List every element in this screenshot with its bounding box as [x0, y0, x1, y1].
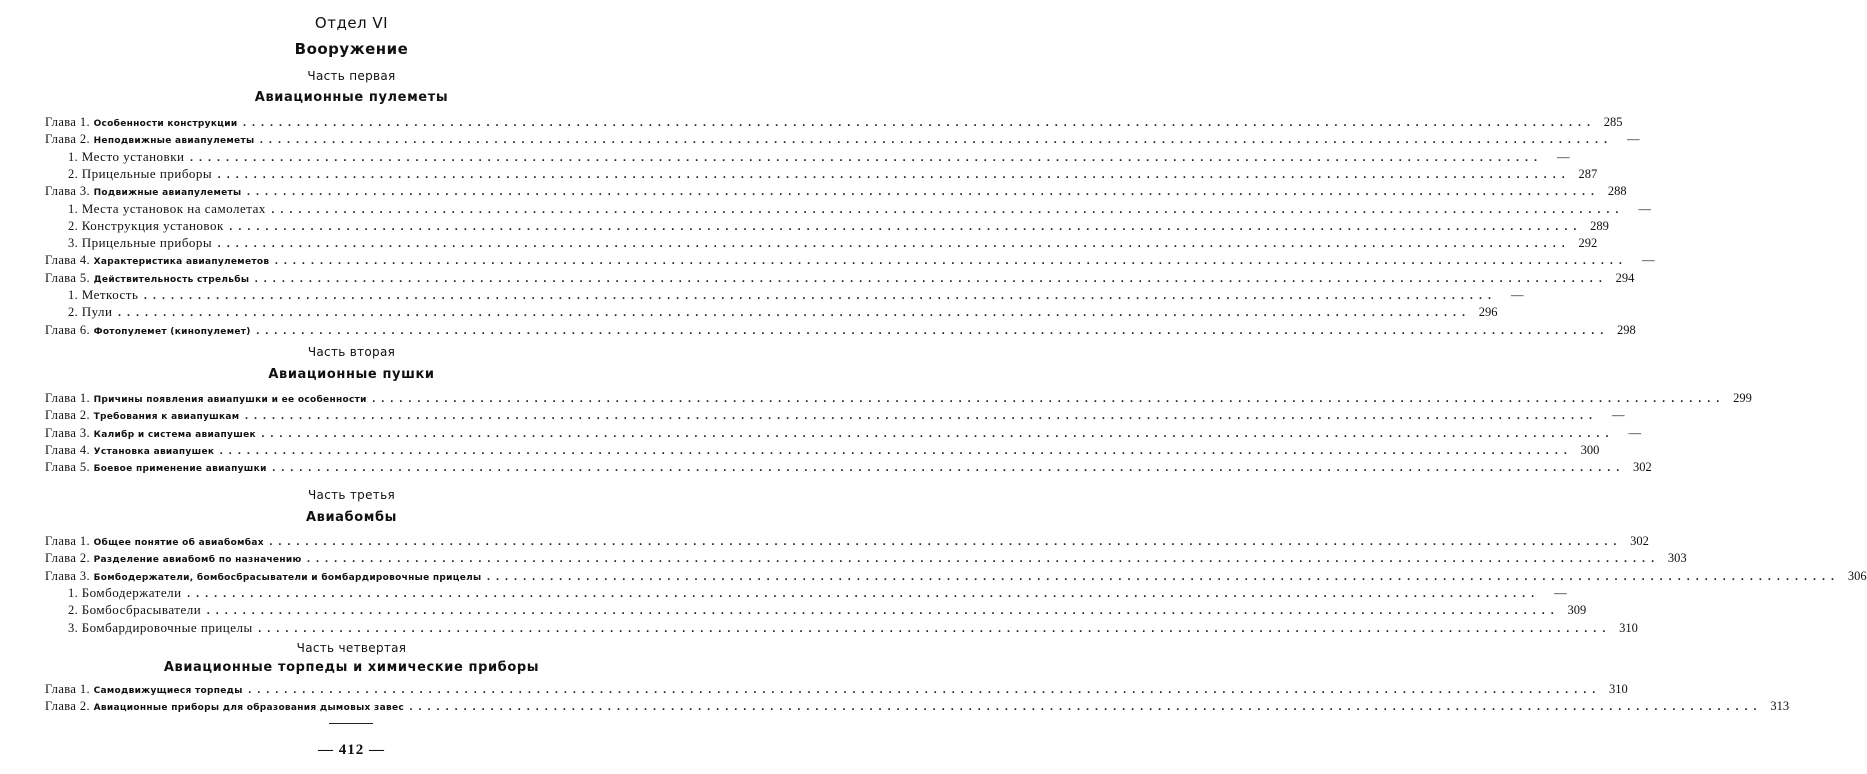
toc-entry [45, 532, 1649, 548]
toc-entry [45, 269, 1635, 285]
toc-entry-label [68, 286, 138, 304]
toc-entry-title: Места установок на самолетах [81, 200, 266, 216]
toc-page-number: 294 [1615, 270, 1635, 285]
toc-entry-title: Прицельные приборы [81, 165, 213, 181]
toc-chapter-number: 1. [68, 149, 82, 164]
leader-dots [258, 135, 1611, 146]
toc-entry-title: Общее понятие об авиабомбах [93, 538, 264, 548]
toc-entry-label [45, 680, 243, 698]
toc-entry-label [45, 406, 239, 424]
part-title-3: Авиабомбы [305, 510, 398, 525]
toc-chapter-number: 2. [68, 218, 82, 233]
toc-chapter-number: Глава 5. [45, 460, 94, 475]
toc-page-number: 309 [1567, 603, 1587, 618]
toc-entry-title: Требования к авиапушкам [93, 412, 240, 423]
toc-entry-title: Бомбардировочные прицелы [81, 619, 253, 635]
toc-page-number: 306 [1847, 568, 1867, 583]
toc-page-number: 310 [1609, 682, 1628, 696]
toc-entry [45, 321, 1636, 337]
leader-dots [247, 685, 1600, 696]
toc-entry-title: Действительность стрельбы [93, 274, 250, 285]
toc-page-number: — [1557, 149, 1570, 164]
toc-entry-title: Конструкция установок [81, 217, 224, 233]
toc-page-number: 302 [1630, 534, 1649, 548]
toc-page-number: — [1510, 288, 1524, 302]
leader-dots [116, 308, 1469, 319]
toc-entry-title: Фотопулемет (кинопулемет) [93, 326, 251, 337]
part-label-4: Часть четвертая [296, 641, 407, 655]
toc-entry-title: Установка авиапушек [93, 446, 215, 457]
toc-entry [45, 113, 1623, 129]
toc-entry-label [45, 130, 254, 148]
leader-dots [188, 153, 1541, 164]
toc-entry [68, 165, 1598, 181]
toc-entry-title: Бомбодержатели, бомбосбрасыватели и бомбардировочные прицелы [93, 572, 482, 583]
part-title-4: Авиационные торпеды и химические приборы [163, 660, 540, 675]
toc-entry-title: Место установки [81, 148, 185, 164]
leader-dots [205, 606, 1558, 617]
toc-entry-title: Боевое применение авиапушки [93, 464, 267, 475]
leader-dots [260, 429, 1613, 440]
leader-dots [216, 239, 1569, 250]
leader-dots [216, 170, 1569, 181]
toc-chapter-number: Глава 2. [45, 132, 94, 147]
toc-chapter-number: 3. [68, 620, 82, 635]
toc-entry-label [45, 549, 302, 567]
toc-chapter-number: Глава 1. [45, 682, 94, 696]
toc-page-number: — [1638, 201, 1651, 216]
leader-dots [255, 326, 1608, 337]
toc-entry [68, 619, 1638, 635]
toc-entry [45, 251, 1655, 268]
leader-dots [408, 702, 1761, 713]
toc-page-number: — [1612, 408, 1625, 423]
toc-entry-title: Прицельные приборы [81, 235, 213, 251]
toc-entry-label [45, 697, 404, 715]
toc-page-number: 296 [1478, 305, 1498, 320]
toc-entry-title: Пули [81, 304, 113, 320]
leader-dots [306, 554, 1659, 565]
toc-entry-label [45, 532, 264, 550]
toc-entry-label [45, 567, 481, 585]
toc-chapter-number: 1. [68, 585, 82, 600]
part-label-3: Часть третья [308, 488, 395, 502]
toc-page-number: 310 [1619, 620, 1638, 635]
toc-chapter-number: 3. [68, 236, 82, 251]
toc-entry-label [68, 200, 266, 218]
leader-dots [270, 205, 1623, 216]
toc-entry-title: Подвижные авиапулеметы [93, 188, 242, 199]
leader-dots [485, 572, 1838, 583]
toc-chapter-number: 2. [68, 166, 82, 181]
toc-entry [68, 584, 1567, 600]
toc-page-number: 292 [1578, 236, 1598, 251]
toc-entry-title: Авиационные приборы для образования дымовых завес [93, 703, 404, 714]
toc-entry-title: Калибр и система авиапушек [93, 429, 256, 440]
toc-entry-title: Характеристика авиапулеметов [93, 257, 270, 268]
toc-chapter-number: Глава 5. [45, 270, 94, 285]
toc-entry-title: Меткость [81, 287, 139, 302]
toc-page-number: 288 [1607, 184, 1627, 199]
toc-entry [45, 697, 1790, 714]
toc-chapter-number: Глава 4. [45, 253, 94, 268]
toc-page-number: 300 [1580, 442, 1600, 457]
toc-entry-title: Бомбодержатели [81, 584, 182, 600]
toc-entry-label [45, 182, 241, 200]
toc-page-number: 289 [1590, 218, 1609, 233]
section-title: Отдел VI [314, 14, 389, 32]
toc-entry-label [45, 113, 237, 131]
toc-entry-label [68, 217, 224, 235]
toc-chapter-number: 2. [68, 305, 82, 320]
leader-dots [142, 291, 1495, 302]
toc-page-number: — [1628, 425, 1641, 440]
main-title: Вооружение [294, 40, 409, 58]
toc-entry-label [45, 269, 249, 287]
toc-entry [68, 148, 1570, 164]
toc-entry-title: Особенности конструкции [93, 119, 238, 129]
toc-entry [68, 200, 1651, 216]
toc-entry [45, 441, 1600, 457]
toc-entry [45, 182, 1627, 199]
toc-page-number: 303 [1667, 551, 1687, 566]
toc-entry-label [68, 234, 212, 252]
toc-entry-title: Причины появления авиапушки и ее особенности [93, 395, 367, 405]
leader-dots [371, 394, 1724, 405]
toc-entry-label [68, 303, 112, 321]
toc-page-number: — [1641, 253, 1655, 268]
toc-entry [68, 601, 1587, 618]
part-label-1: Часть первая [307, 69, 396, 83]
toc-entry-label [68, 584, 182, 602]
toc-chapter-number: Глава 2. [45, 408, 94, 423]
toc-entry [68, 303, 1498, 320]
toc-entry [45, 389, 1752, 405]
toc-entry [68, 217, 1609, 233]
toc-entry [45, 406, 1625, 423]
toc-page-number: 285 [1603, 115, 1623, 129]
leader-dots [268, 537, 1621, 548]
leader-dots [228, 222, 1581, 233]
toc-chapter-number: Глава 1. [45, 115, 94, 129]
divider-line [329, 723, 373, 724]
toc-chapter-number: 1. [68, 201, 82, 216]
toc-chapter-number: Глава 2. [45, 551, 94, 566]
toc-chapter-number: Глава 3. [45, 568, 94, 583]
part-title-2: Авиационные пушки [268, 367, 435, 382]
toc-entry-label [45, 441, 214, 459]
toc-chapter-number: Глава 1. [45, 534, 94, 548]
toc-chapter-number: 2. [68, 603, 82, 618]
toc-entry-title: Разделение авиабомб по назначению [93, 555, 302, 566]
toc-page-number: 299 [1733, 391, 1752, 405]
toc-entry-title: Неподвижные авиапулеметы [93, 136, 255, 147]
toc-chapter-number: Глава 1. [45, 391, 94, 405]
toc-entry [45, 458, 1652, 475]
toc-entry [45, 680, 1628, 696]
part-title-1: Авиационные пулеметы [254, 90, 449, 105]
toc-entry [68, 234, 1598, 251]
toc-chapter-number: Глава 2. [45, 699, 94, 714]
toc-entry-title: Самодвижущиеся торпеды [93, 686, 243, 696]
toc-chapter-number: 1. [68, 288, 82, 302]
leader-dots [273, 256, 1626, 267]
toc-entry [45, 549, 1687, 566]
toc-chapter-number: Глава 3. [45, 425, 94, 440]
toc-entry-label [68, 619, 253, 637]
toc-entry-label [45, 424, 256, 442]
part-label-2: Часть вторая [307, 345, 396, 359]
toc-entry-label [45, 458, 267, 476]
toc-page-number: 298 [1617, 322, 1636, 337]
toc-page-number: 313 [1770, 699, 1790, 714]
toc-entry-label [68, 148, 184, 166]
toc-page-number: 302 [1633, 460, 1652, 475]
leader-dots [243, 411, 1596, 422]
toc-entry [45, 567, 1867, 583]
page-number: — 412 — [318, 742, 385, 758]
toc-chapter-number: Глава 3. [45, 184, 94, 199]
toc-entry [45, 130, 1640, 147]
leader-dots [245, 187, 1598, 198]
toc-entry [45, 424, 1641, 440]
toc-entry-label [68, 601, 201, 619]
toc-chapter-number: Глава 6. [45, 322, 94, 337]
leader-dots [271, 463, 1624, 474]
leader-dots [218, 446, 1571, 457]
toc-entry-label [45, 389, 367, 407]
toc-entry-label [45, 321, 251, 339]
toc-page-number: 287 [1578, 166, 1598, 181]
leader-dots [253, 274, 1606, 285]
toc-page-number: — [1626, 132, 1640, 147]
toc-page-number: — [1554, 585, 1567, 600]
leader-dots [241, 118, 1594, 129]
leader-dots [186, 589, 1539, 600]
toc-entry-title: Бомбосбрасыватели [81, 602, 202, 618]
leader-dots [257, 624, 1610, 635]
toc-entry-label [68, 165, 212, 183]
toc-chapter-number: Глава 4. [45, 442, 94, 457]
toc-entry [68, 286, 1524, 302]
toc-entry-label [45, 251, 269, 269]
